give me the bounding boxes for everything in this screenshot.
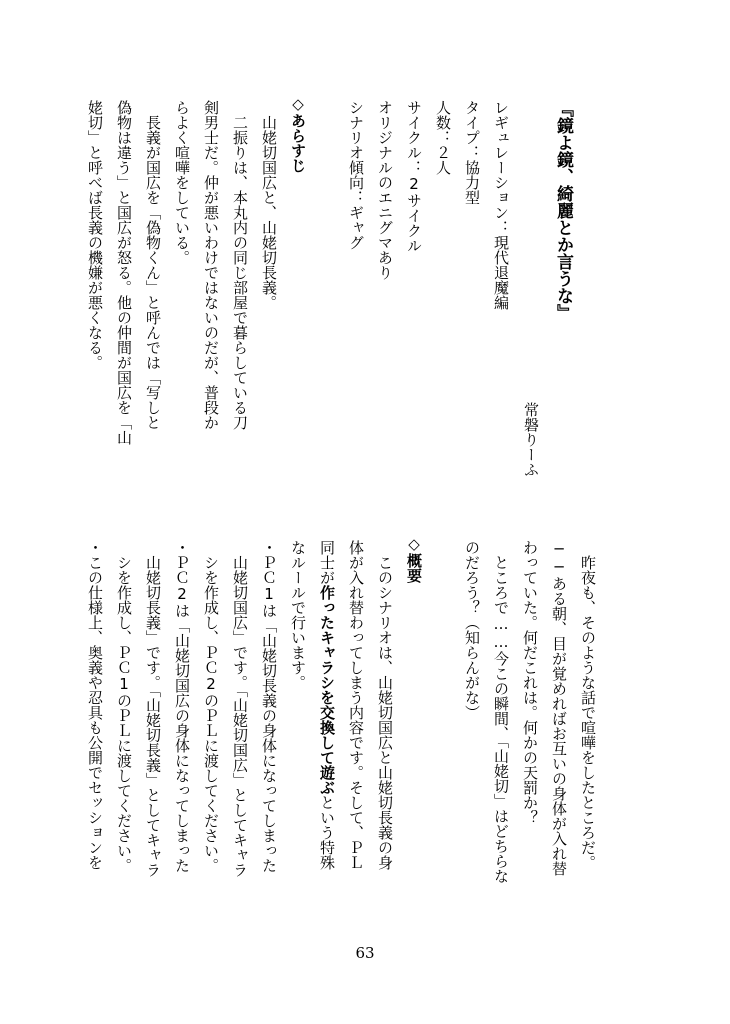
gaiyou-line: このシナリオは、山姥切国広と山姥切長義の身 — [376, 540, 394, 870]
gaiyou-line3-post: という特殊 — [318, 795, 336, 870]
arasuji-line: 偽物は違う」と国広が怒る。他の仲間が国広を「山 — [115, 100, 133, 445]
meta-tendency: シナリオ傾向：ギャグ — [347, 100, 365, 250]
story-line: わっていた。何だこれは。何かの天罰か？ — [521, 540, 539, 825]
gaiyou-line-mixed — [319, 540, 334, 870]
arasuji-line: 山姥切国広と、山姥切長義。 — [260, 100, 278, 310]
bullet-line: ・ＰＣ1は「山姥切長義の身体になってしまった — [260, 540, 278, 873]
bullet-line: 山姥切国広」です。「山姥切国広」としてキャラ — [231, 540, 249, 878]
meta-players: 人数：２人 — [434, 100, 452, 175]
bullet-line: ・ＰＣ2は「山姥切国広の身体になってしまった — [173, 540, 191, 873]
gaiyou-line: なルールで行います。 — [289, 540, 307, 690]
scenario-title: 『鏡よ鏡、綺麗とか言うな』 — [553, 100, 573, 321]
gaiyou-line3-pre: 同士が — [318, 540, 336, 585]
bullet-line: シを作成し、ＰＣ1のＰＬに渡してください。 — [115, 540, 133, 873]
story-line: 昨夜も、そのような話で喧嘩をしたところだ。 — [579, 540, 597, 870]
bullet-line: ・この仕様上、奥義や忍具も公開でセッションを — [86, 540, 104, 870]
meta-regulation: レギュレーション：現代退魔編 — [492, 100, 510, 310]
arasuji-line: 二振りは、本丸内の同じ部屋で暮らしている刀 — [231, 100, 249, 430]
arasuji-line: らよく喧嘩をしている。 — [173, 100, 191, 265]
story-line: ところで……今この瞬間、「山姥切」はどちらな — [492, 540, 510, 884]
meta-enigma: オリジナルのエニグマあり — [376, 100, 394, 280]
arasuji-line: 姥切」と呼べば長義の機嫌が悪くなる。 — [86, 100, 104, 370]
gaiyou-line: 体が入れ替わってしまう内容です。そして、ＰＬ — [347, 540, 365, 870]
meta-type: タイプ：協力型 — [463, 100, 481, 205]
story-line: のだろう？（知らんがな） — [463, 540, 481, 720]
story-line: ──ある朝、目が覚めればお互いの身体が入れ替 — [550, 540, 568, 876]
arasuji-line: 長義が国広を「偽物くん」と呼んでは「写しと — [144, 100, 162, 430]
bullet-line: 山姥切長義」です。「山姥切長義」としてキャラ — [144, 540, 162, 878]
gaiyou-line3-bold: 作ったキャラシを交換して遊ぶ — [318, 585, 336, 795]
author-name: 常磐りーふ — [522, 402, 540, 477]
bullet-line: シを作成し、ＰＣ2のＰＬに渡してください。 — [202, 540, 220, 873]
page-number: 63 — [355, 944, 375, 962]
section-heading-gaiyou: ◇概要 — [405, 535, 423, 583]
section-heading-arasuji: ◇あらすじ — [289, 95, 307, 173]
arasuji-line: 剣男士だ。仲が悪いわけではないのだが、普段か — [202, 100, 220, 430]
meta-cycle: サイクル：2サイクル — [405, 100, 423, 253]
